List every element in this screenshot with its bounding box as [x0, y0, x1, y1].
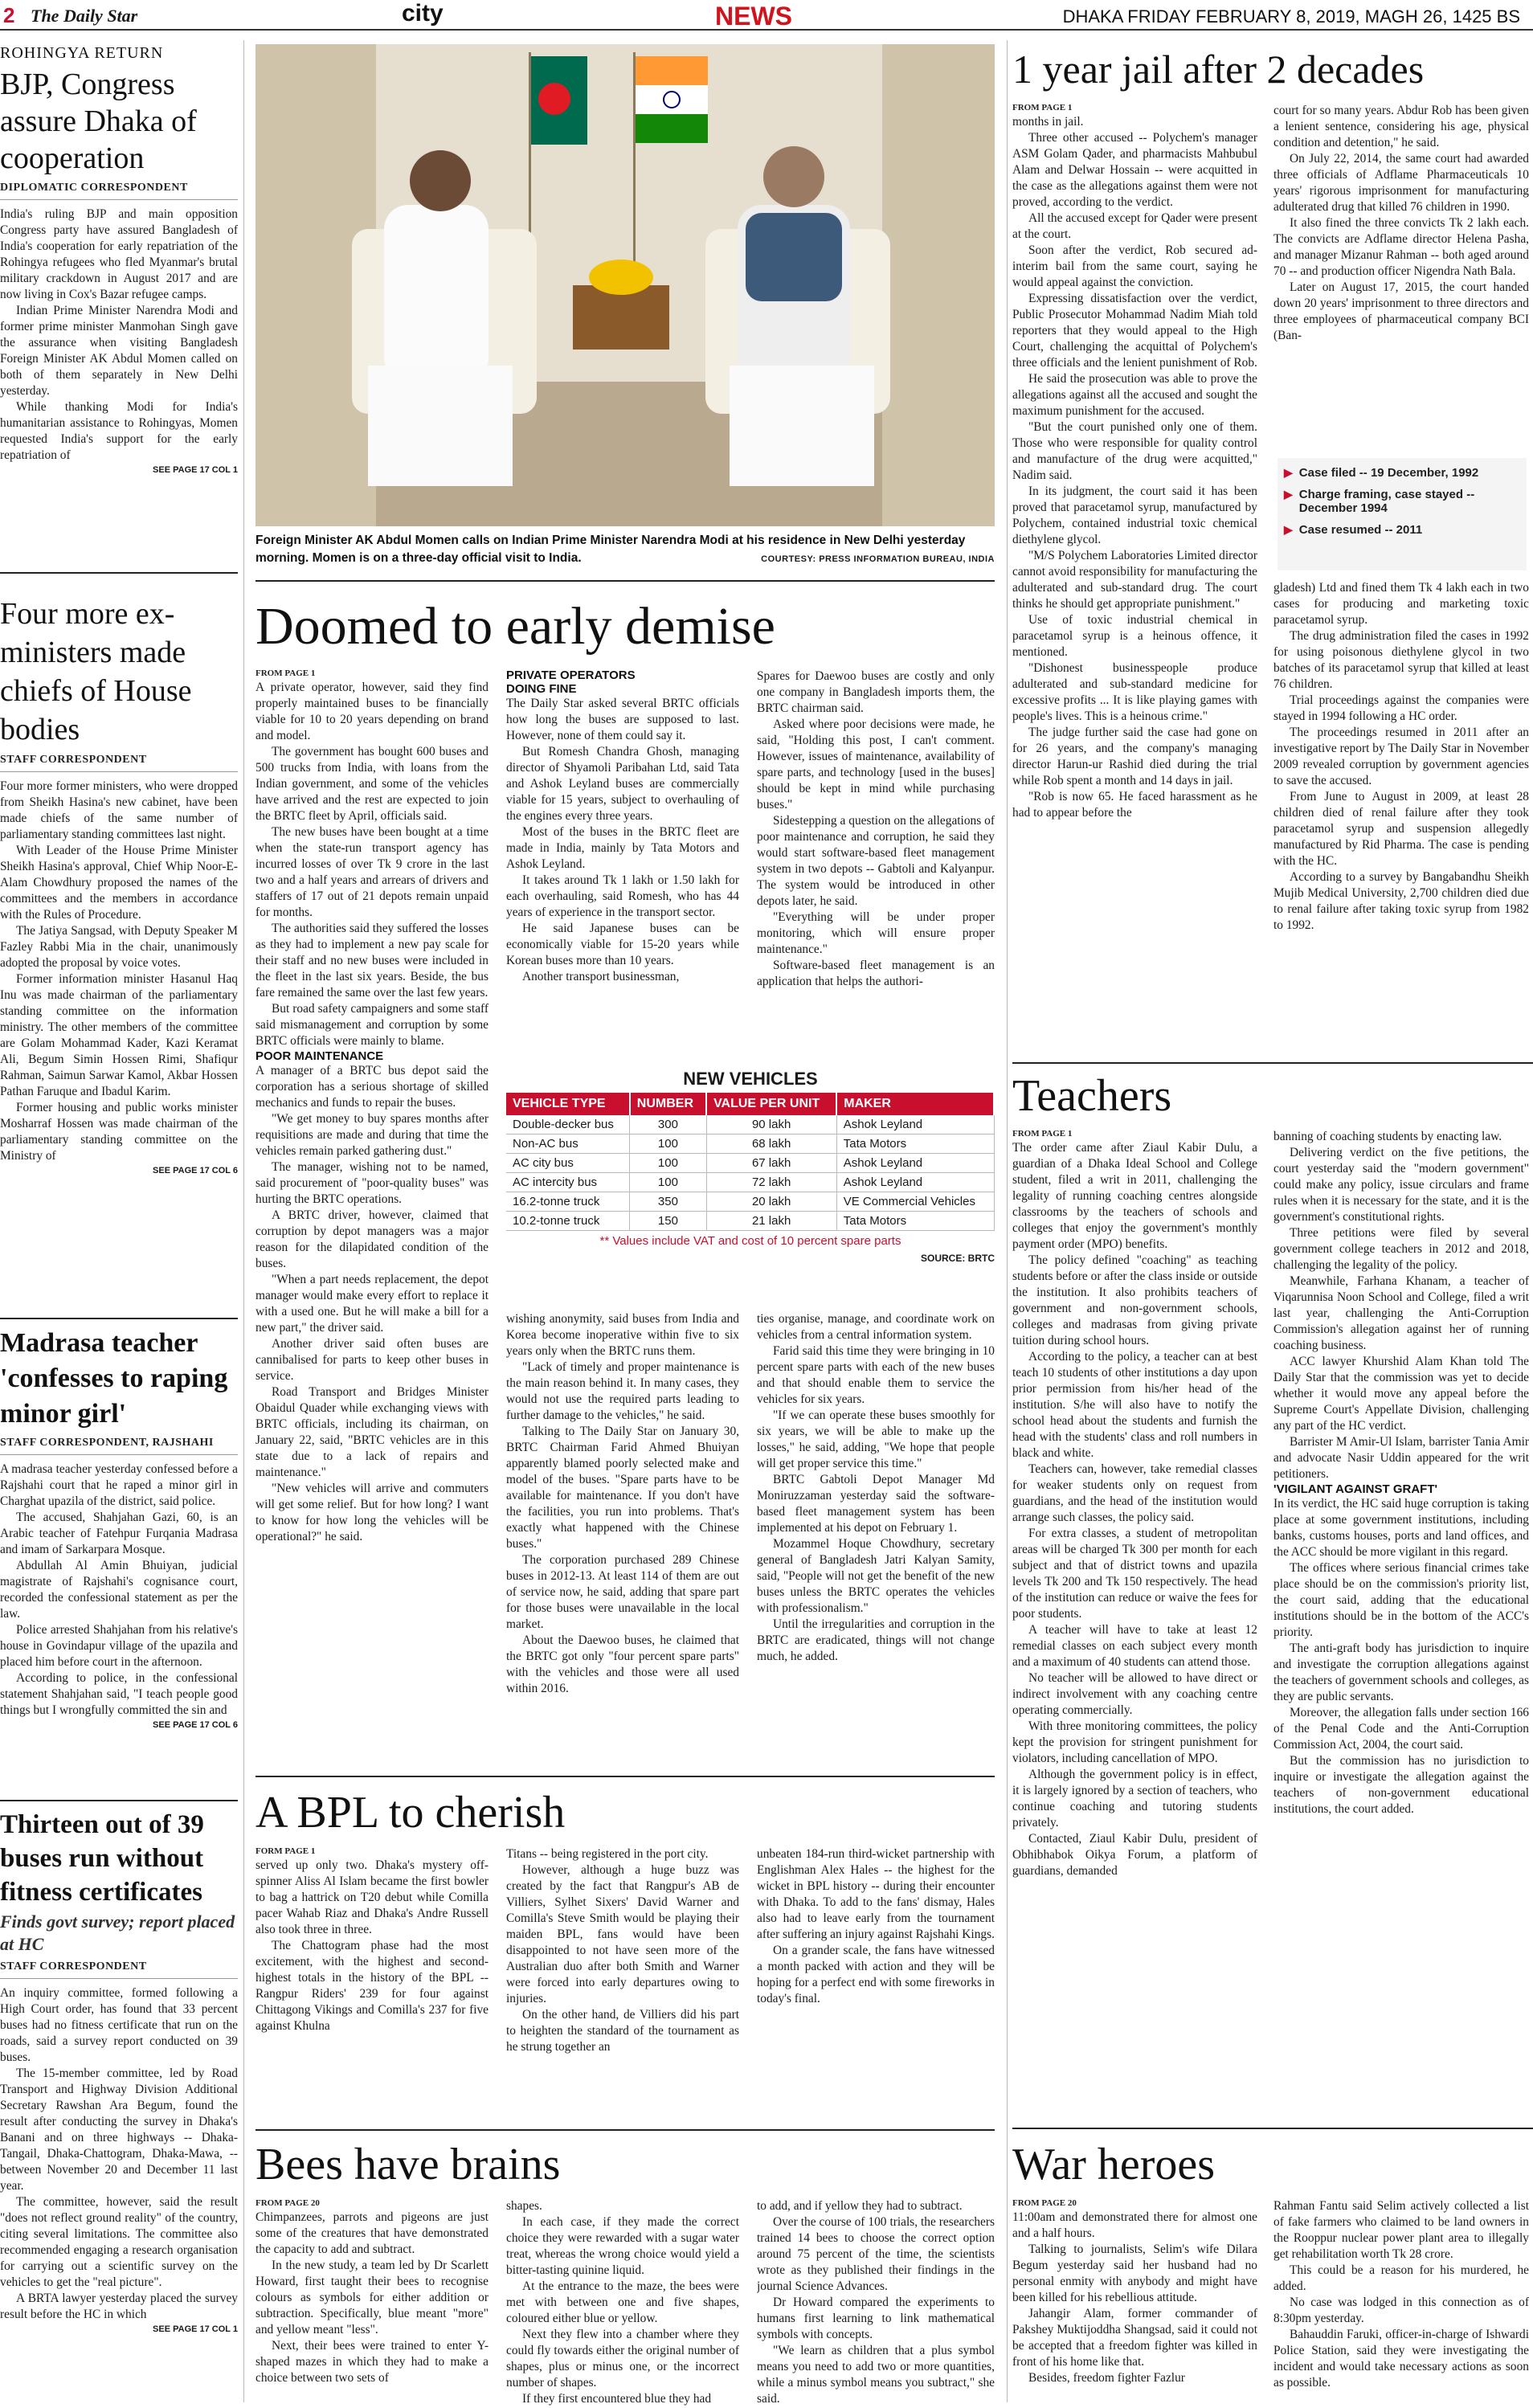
- paragraph: But road safety campaigners and some staff said mismanagement and corruption by some BRTC officials were mainly to blame.: [256, 1002, 489, 1048]
- headline: Thirteen out of 39 buses run without fitness certificates: [0, 1810, 204, 1907]
- article-ministers: [0, 595, 238, 1310]
- subheading: PRIVATE OPERATORS: [506, 668, 636, 682]
- paragraph: From June to August in 2009, at least 28 children died of renal failure after they took paracetamol syrup and suspension allegedly manufactured by Rid Pharma. The case is pending with the HC.: [1273, 790, 1529, 868]
- article-bees-col3: [757, 2198, 995, 2406]
- paragraph: On the other hand, de Villiers did his part to heighten the standard of the tournament as he strung together an: [506, 2008, 739, 2054]
- paragraph: Later on August 17, 2015, the court handed down 20 years' imprisonment to three directors and three employees of pharmaceutical company BCI (Ban-: [1273, 280, 1529, 342]
- table-row: [506, 1154, 994, 1173]
- headline: Teachers: [1012, 1071, 1172, 1121]
- paragraph: A private operator, however, said they find properly maintained buses to be financially viable for 10 to 20 years depending on brand and model.: [256, 681, 489, 742]
- paragraph: "New vehicles will arrive and commuters will get some relief. But for how long? I want to know for how long the vehicles will be operational?" he said.: [256, 1482, 489, 1543]
- paragraph: Next, their bees were trained to enter Y-shaped mazes in which they had to make a choice between two sets of: [256, 2339, 489, 2385]
- paragraph: shapes.: [506, 2199, 542, 2213]
- column-divider: [1007, 40, 1008, 2402]
- paragraph: The new buses have been bought at a time when the state-run transport agency has incurred losses of over Tk 9 crore in the last two and a half years and arrears of drivers and staffers of 17 out of 21 depots remain unpaid for months.: [256, 825, 489, 919]
- cell: Ashok Leyland: [836, 1154, 994, 1173]
- paragraph: Another transport businessman,: [522, 970, 680, 983]
- headline-teachers-box: [1012, 1069, 1533, 1126]
- page-number: 2: [3, 3, 15, 27]
- paragraph: gladesh) Ltd and fined them Tk 4 lakh each in two cases for producing and marketing toxic paracetamol syrup.: [1273, 581, 1529, 627]
- timeline-item: ▶ Case resumed -- 2011: [1284, 523, 1423, 537]
- headline-bpl-box: [256, 1785, 995, 1843]
- paragraph: Another driver said often buses are cannibalised for parts to keep other buses in service.: [256, 1337, 489, 1383]
- cell: 100: [630, 1134, 706, 1154]
- headline: Doomed to early demise: [256, 597, 775, 656]
- article-body: [0, 206, 238, 464]
- paragraph: Meanwhile, Farhana Khanam, a teacher of Viqarunnisa Noon School and College, filed a writ last year, challenging the Anti-Corruption Commission's allegation against her of running coaching business.: [1273, 1274, 1529, 1352]
- table-source: SOURCE: BRTC: [921, 1253, 995, 1264]
- article-body: [757, 2198, 995, 2406]
- paragraph: Three other accused -- Polychem's manager ASM Golam Qader, and pharmacists Mahbubul Alam and Delwar Hossain -- were acquitted in the case as the allegations against them were not proved, according to the verdict.: [1012, 131, 1257, 209]
- article-body: [1273, 580, 1529, 934]
- paragraph: A manager of a BRTC bus depot said the corporation has a serious shortage of skilled mechanics and funds to repair the buses.: [256, 1064, 489, 1110]
- headline-war-box: [1012, 2137, 1533, 2195]
- paragraph: This could be a reason for his murdered, he added.: [1273, 2263, 1529, 2293]
- arrow-icon: ▶: [1284, 488, 1293, 501]
- paragraph: The government has bought 600 buses and 500 trucks from India, with loans from the Indian government, and some of the vehicles have arrived and the rest are expected to join the BRTC fleet by April, officials said.: [256, 745, 489, 823]
- see-page: SEE PAGE 17 COL 1: [153, 2324, 238, 2334]
- kicker: ROHINGYA RETURN: [0, 44, 164, 62]
- paragraph: With three monitoring committees, the policy kept the provision for stringent punishment for violators, including cancellation of MPO.: [1012, 1719, 1257, 1765]
- byline: STAFF CORRESPONDENT: [0, 1960, 238, 1979]
- paragraph: Talking to The Daily Star on January 30, BRTC Chairman Farid Ahmed Bhuiyan apparently blamed poorly selected make and model of the buses. "Spare parts have to be available for maintenance. If you don't have the facilities, you run into problems. That's exactly what happened with the Chinese buses.": [506, 1425, 739, 1551]
- paragraph: Jahangir Alam, former commander of Pakshey Muktijoddha Shangsad, said it could not be accepted that a freedom fighter was killed in front of his home like that.: [1012, 2307, 1257, 2369]
- paragraph: An inquiry committee, formed following a High Court order, has found that 33 percent buses had no fitness certificate that run on the roads, said a survey report conducted on 39 buses.: [0, 1986, 238, 2064]
- cell: 350: [630, 1192, 706, 1212]
- cell: Ashok Leyland: [836, 1115, 994, 1134]
- headline: A BPL to cherish: [256, 1788, 566, 1838]
- paragraph: Delivering verdict on the five petitions, the court yesterday said the "modern government" could make any policy, issue circulars and frame rules when it is necessary for the state, and it is the government's constitutional rights.: [1273, 1146, 1529, 1224]
- meeting-photo: [256, 44, 995, 526]
- paragraph: Moreover, the allegation falls under section 166 of the Penal Code and the Anti-Corruption Commission Act, 2004, the court said.: [1273, 1706, 1529, 1752]
- article-body: [1012, 2210, 1257, 2386]
- table-title: NEW VEHICLES: [683, 1069, 818, 1089]
- table-header-row: [506, 1093, 994, 1115]
- courtesy: [691, 554, 995, 567]
- cell: 20 lakh: [706, 1192, 836, 1212]
- paragraph: 11:00am and demonstrated there for almost one and a half hours.: [1012, 2210, 1257, 2240]
- article-body: [757, 668, 995, 990]
- from-page: FROM PAGE 1: [1012, 103, 1073, 112]
- cell: 67 lakh: [706, 1154, 836, 1173]
- paragraph: The 15-member committee, led by Road Transport and Highway Division Additional Secretary Rawshan Ara Begum, found the result after conducting the survey in Dhaka's Banani and on three highways -- Dhaka-Tangail, Dhaka-Chattogram, Dhaka-Mawa, -- between November 20 and December 11 last year.: [0, 2067, 238, 2193]
- paragraph: Titans -- being registered in the port city.: [506, 1847, 709, 1861]
- paragraph: He said Japanese buses can be economically viable for 15-20 years while Korean buses more than 10 years.: [506, 922, 739, 967]
- headline: Bees have brains: [256, 2140, 561, 2189]
- cell: 100: [630, 1154, 706, 1173]
- date-line: DHAKA FRIDAY FEBRUARY 8, 2019, MAGH 26, 1425 BS: [1062, 6, 1520, 27]
- article-body: [757, 1311, 995, 1665]
- paragraph: Indian Prime Minister Narendra Modi and former prime minister Manmohan Singh gave the assurance when visiting Bangladesh Foreign Minister AK Abdul Momen called on both of them separately in New Delhi yesterday.: [0, 304, 238, 398]
- paragraph: On July 22, 2014, the same court had awarded three officials of Adflame Pharmaceuticals 10 years' rigorous imprisonment for manufacturing adulterated drug that killed 76 children in 1990.: [1273, 152, 1529, 214]
- paragraph: No case was lodged in this connection as of 8:30pm yesterday.: [1273, 2296, 1529, 2325]
- paragraph: "We learn as children that a plus symbol means you need to add two or more quantities, while a minus symbol means you subtract," she said.: [757, 2344, 995, 2406]
- arrow-icon: ▶: [1284, 466, 1293, 479]
- from-page: FROM PAGE 1: [256, 668, 316, 678]
- article-jail-col2: [1273, 103, 1529, 448]
- paragraph: While thanking Modi for India's humanitarian assistance to Rohingyas, Momen requested India's support for the early repatriation of: [0, 400, 238, 462]
- masthead: [0, 0, 1533, 31]
- paragraph: Police arrested Shahjahan from his relative's house in Govindapur village of the upazila and placed him before court in the afternoon.: [0, 1623, 238, 1669]
- paragraph: Abdullah Al Amin Bhuiyan, judicial magistrate of Rajshahi's cognisance court, recorded the confessional statement as per the law.: [0, 1559, 238, 1621]
- paragraph: Software-based fleet management is an application that helps the authori-: [757, 959, 995, 988]
- article-rohingya: [0, 44, 238, 558]
- paragraph: Over the course of 100 trials, the researchers trained 14 bees to choose the correct option around 75 percent of the time, the scientists wrote as they published their findings in the journal Science Advances.: [757, 2215, 995, 2293]
- paragraph: Spares for Daewoo buses are costly and only one company in Bangladesh imports them, the BRTC chairman said.: [757, 669, 995, 715]
- paragraph: Mozammel Hoque Chowdhury, secretary general of Bangladesh Jatri Kalyan Samity, said, "People will not get the benefit of the new buses unless the BRTC operates the vehicles with professionalism.": [757, 1537, 995, 1615]
- paragraph: The committee, however, said the result "does not reflect ground reality" of the country, citing several limitations. The committee also recommended engaging a research organisation for carrying out a scientific survey on the vehicles to get the "real picture".: [0, 2195, 238, 2289]
- subheading: 'VIGILANT AGAINST GRAFT': [1273, 1482, 1438, 1496]
- subheading: POOR MAINTENANCE: [256, 1049, 384, 1063]
- table-row: [506, 1115, 994, 1134]
- paragraph: Contacted, Ziaul Kabir Dulu, president of Obhibhabok Oikya Forum, a platform of guardians, demanded: [1012, 1832, 1257, 1878]
- cell: 72 lakh: [706, 1173, 836, 1192]
- paragraph: The anti-graft body has jurisdiction to inquire and investigate the corruption allegations against the teachers of government schools and colleges, as they are public servants.: [1273, 1641, 1529, 1703]
- paragraph: "Everything will be under proper monitoring, which will ensure proper maintenance.": [757, 910, 995, 956]
- see-page: SEE PAGE 17 COL 6: [153, 1166, 238, 1175]
- column-divider: [243, 40, 244, 2402]
- timeline-box: [1278, 458, 1527, 570]
- article-buses: [0, 1808, 238, 2402]
- paragraph: The order came after Ziaul Kabir Dulu, a guardian of a Dhaka Ideal School and College student, filed a writ in 2011, challenging the legality of running coaching centres alongside classrooms by the teachers of schools and colleges that enjoy the government's monthly payment order (MPO) benefits.: [1012, 1141, 1257, 1251]
- byline: DIPLOMATIC CORRESPONDENT: [0, 182, 238, 200]
- headline: Madrasa teacher 'confesses to raping minor girl': [0, 1328, 228, 1429]
- paragraph: The judge further said the case had gone on for 26 years, and the company's managing director Harun-ur Rashid died during the trial while Rob spent a month and 14 days in jail.: [1012, 726, 1257, 787]
- paragraph: "M/S Polychem Laboratories Limited director cannot avoid responsibility for manufacturing the adulterated and sub-standard drug. The court thinks he should get appropriate punishment.": [1012, 549, 1257, 611]
- cell: 21 lakh: [706, 1212, 836, 1231]
- paragraph: The Daily Star asked several BRTC officials how long the buses are supposed to last. However, none of them could say it.: [506, 697, 739, 742]
- column-header: VEHICLE TYPE: [506, 1093, 630, 1115]
- article-doomed-lower3: [757, 1311, 995, 1761]
- article-war-col1: [1012, 2198, 1257, 2406]
- timeline-item: ▶ Charge framing, case stayed -- December 1994: [1284, 488, 1475, 515]
- courtesy-text: COURTESY: PRESS INFORMATION BUREAU, INDIA: [761, 554, 995, 564]
- byline: STAFF CORRESPONDENT: [0, 754, 238, 772]
- vehicles-table: [506, 1093, 995, 1231]
- paragraph: "Lack of timely and proper maintenance is the main reason behind it. In many cases, they would not use the required parts leading to further damage to the vehicles," he said.: [506, 1360, 739, 1422]
- article-teachers-col1: [1012, 1129, 1257, 2121]
- paragraph: "If we can operate these buses smoothly for six years, we will be able to make up the losses," he said, adding, "We hope that people will get proper service this time.": [757, 1408, 995, 1470]
- article-doomed-lower2: [506, 1311, 739, 1761]
- from-page: FROM PAGE 20: [1012, 2198, 1077, 2208]
- article-bpl-col2: [506, 1846, 739, 2124]
- cell: 68 lakh: [706, 1134, 836, 1154]
- paragraph: Farid said this time they were bringing in 10 percent spare parts with each of the new buses and that should enable them to service the vehicles for six years.: [757, 1344, 995, 1406]
- cell: AC intercity bus: [506, 1173, 630, 1192]
- cell: 10.2-tonne truck: [506, 1212, 630, 1231]
- article-bees-col1: [256, 2198, 489, 2406]
- paragraph: "Rob is now 65. He faced harassment as he had to appear before the: [1012, 790, 1257, 820]
- photo: [256, 44, 995, 526]
- article-bees-col2: [506, 2198, 739, 2406]
- paragraph: But the commission has no jurisdiction to inquire or investigate the allegation against the teachers of non-government educational institutions, the court added.: [1273, 1754, 1529, 1816]
- paragraph: Teachers can, however, take remedial classes for weaker students only on request from guardians, and the head of the institution would arrange such classes, the policy said.: [1012, 1462, 1257, 1524]
- paragraph: In its verdict, the HC said huge corruption is taking place at some government institutions, including banks, customs houses, ports and land offices, and the ACC should be more vigilant in this regard.: [1273, 1497, 1529, 1559]
- cell: 100: [630, 1173, 706, 1192]
- article-body: [506, 2198, 739, 2406]
- paragraph: ACC lawyer Khurshid Alam Khan told The Daily Star that the commission was yet to decide whether it would move any appeal before the Supreme Court's Appellate Division, challenging any part of the HC verdict.: [1273, 1355, 1529, 1433]
- cell: VE Commercial Vehicles: [836, 1192, 994, 1212]
- paragraph: But Romesh Chandra Ghosh, managing director of Shyamoli Paribahan Ltd, said Tata and Ashok Leyland buses are commercially viable for 15 years, subject to overhauling of the engines every three years.: [506, 745, 739, 823]
- paragraph: The drug administration filed the cases in 1992 for using poisonous diethylene glycol in two batches of its paracetamol syrup that killed at least 76 children.: [1273, 629, 1529, 691]
- article-body: [256, 680, 489, 1049]
- paragraph: Asked where poor decisions were made, he said, "Holding this post, I can't comment. However, issues of maintenance, availability of spare parts, and technology [used in the buses] should be kept in mind while purchasing buses.": [757, 717, 995, 812]
- caption-text: Foreign Minister AK Abdul Momen calls on Indian Prime Minister Narendra Modi at his residence in New Delhi yesterday morning. Momen is on a three-day official visit to India.: [256, 534, 966, 565]
- paragraph: The offices where serious financial crimes take place should be on the commission's priority list, the court said, adding that the educational institutions should be in the bottom of the ACC's priority.: [1273, 1561, 1529, 1639]
- table-row: [506, 1212, 994, 1231]
- from-page: FORM PAGE 1: [256, 1846, 316, 1856]
- paragraph: Barrister M Amir-Ul Islam, barrister Tania Amir and advocate Nasir Uddin appeared for the writ petitioners.: [1273, 1435, 1529, 1481]
- article-doomed-col1: [256, 668, 489, 1761]
- paragraph: Rahman Fantu said Selim actively collected a list of fake farmers who claimed to be land owners in the Rooppur nuclear power plant area to illegally get rehabilitation worth Tk 28 crore.: [1273, 2199, 1529, 2261]
- see-page: SEE PAGE 17 COL 1: [153, 465, 238, 475]
- headline: War heroes: [1012, 2140, 1216, 2189]
- paragraph: It also fined the three convicts Tk 2 lakh each. The convicts are Adflame director Helena Pasha, and manager Mizanur Rahman -- both aged around 70 -- and production officer Nigendra Nath Bala.: [1273, 216, 1529, 278]
- headline: Four more ex-ministers made chiefs of House bodies: [0, 597, 192, 746]
- paragraph: Most of the buses in the BRTC fleet are made in India, mainly by Tata Motors and Ashok Leyland.: [506, 825, 739, 871]
- paragraph: ties organise, manage, and coordinate work on vehicles from a central information system.: [757, 1312, 995, 1342]
- paragraph: Road Transport and Bridges Minister Obaidul Quader while exchanging views with BRTC officials, including its chairman, on January 22, said, "BRTC vehicles are in this state due to a lack of repairs and maintenance.": [256, 1385, 489, 1479]
- paragraph: Chimpanzees, parrots and pigeons are just some of the creatures that have demonstrated the capacity to add and subtract.: [256, 2210, 489, 2256]
- article-jail-col1: [1012, 103, 1257, 1059]
- paragraph: At the entrance to the maze, the bees were met with between one and five shapes, coloured either blue or yellow.: [506, 2279, 739, 2325]
- paragraph: court for so many years. Abdur Rob has been given a lenient sentence, considering his age, physical condition and detention," he said.: [1273, 104, 1529, 149]
- headline-bees-box: [256, 2137, 995, 2195]
- paragraph: Soon after the verdict, Rob secured ad-interim bail from the same court, saying he would appeal against the conviction.: [1012, 243, 1257, 289]
- paragraph: Trial proceedings against the companies were stayed in 1994 following a HC order.: [1273, 693, 1529, 723]
- article-body: [1012, 114, 1257, 821]
- paragraph: wishing anonymity, said buses from India and Korea become inoperative within five to six years only when the BRTC runs them.: [506, 1312, 739, 1358]
- paragraph: In its judgment, the court said it has been proved that paracetamol syrup, manufactured by Polychem, contained industrial toxic chemical diethylene glycol.: [1012, 484, 1257, 546]
- paragraph: All the accused except for Qader were present at the court.: [1012, 211, 1257, 241]
- article-body: [256, 2210, 489, 2386]
- divider: [256, 580, 995, 582]
- from-page: FROM PAGE 20: [256, 2198, 320, 2208]
- paragraph: Dr Howard compared the experiments to humans first learning to link mathematical symbols with concepts.: [757, 2296, 995, 2341]
- paragraph: The authorities said they suffered the losses as they had to implement a new pay scale for their staff and no new buses were included in the fleet in the last six years. Beside, the bus fare remained the same over the last few years.: [256, 922, 489, 1000]
- paragraph: served up only two. Dhaka's mystery off-spinner Aliss Al Islam became the first bowler to bag a hattrick on T20 debut while Comilla pacer Wahab Riaz and Dhaka's Andre Russell also took three in three.: [256, 1858, 489, 1936]
- article-doomed-col3: [757, 668, 995, 1046]
- paragraph: Former housing and public works minister Mosharraf Hossen was made chairman of the parliamentary standing committee on the Ministry of: [0, 1101, 238, 1163]
- article-body: [1273, 103, 1529, 344]
- paragraph: India's ruling BJP and main opposition Congress party have assured Bangladesh of India's cooperation for early repatriation of the Rohingya refugees who fled Myanmar's brutal military crackdown in August 2017 and are now living in Cox's Bazar refugee camps.: [0, 207, 238, 301]
- article-war-col2: [1273, 2198, 1529, 2406]
- headline: 1 year jail after 2 decades: [1012, 47, 1425, 92]
- paragraph: Former information minister Hasanul Haq Inu was made chairman of the parliamentary standing committee on the information ministry. The other members of the committee are Golam Mohammad Kader, Kazi Keramat Ali, Begum Simin Hossen Rimi, Shafiqur Rahman, Saimun Sarwar Kamol, Akbar Hossen Pathan Faruque and Ibadul Karim.: [0, 972, 238, 1098]
- paragraph: About the Daewoo buses, he claimed that the BRTC got only "four percent spare parts" with the vehicles and those were all used within 2016.: [506, 1633, 739, 1695]
- paragraph: Talking to journalists, Selim's wife Dilara Begum yesterday said her husband had no personal enmity with anybody and might have been killed for his rebellious attitude.: [1012, 2242, 1257, 2304]
- divider: [256, 1776, 995, 1777]
- cell: Ashok Leyland: [836, 1173, 994, 1192]
- article-body: [256, 1858, 489, 2034]
- paragraph: According to police, in the confessional statement Shahjahan said, "I teach people good things but I wrongfully committed the sin and: [0, 1671, 238, 1717]
- paragraph: Although the government policy is in effect, it is largely ignored by a section of teachers, who continue coaching and tutoring students privately.: [1012, 1768, 1257, 1830]
- cell: Non-AC bus: [506, 1134, 630, 1154]
- paragraph: The policy defined "coaching" as teaching students before or after the class inside or outside the institution. It also prohibits teachers of government and non-government schools, colleges and madrasas from giving private tuition during school hours.: [1012, 1253, 1257, 1347]
- timeline-item: ▶ Case filed -- 19 December, 1992: [1284, 466, 1479, 480]
- cell: Tata Motors: [836, 1212, 994, 1231]
- paragraph: No teacher will be allowed to have direct or indirect involvement with any coaching centre operating commercially.: [1012, 1671, 1257, 1717]
- paragraph: He said the prosecution was able to prove the allegations against all the accused and sought the maximum punishment for the accused.: [1012, 372, 1257, 418]
- paragraph: If they first encountered blue they had: [522, 2392, 712, 2406]
- paragraph: unbeaten 184-run third-wicket partnership with Englishman Alex Hales -- the highest for the wicket in BPL history -- during their encounter with Dhaka. To add to the fans' dismay, Hales also had to leave early from the tournament after suffering an injury against Rajshahi Kings.: [757, 1847, 995, 1941]
- paragraph: The Chattogram phase had the most excitement, with the highest and second-highest totals in the history of the BPL -- Rangpur Riders' 239 for four against Chittagong Vikings and Comilla's 237 for five against Khulna: [256, 1939, 489, 2033]
- paragraph: The proceedings resumed in 2011 after an investigative report by The Daily Star in November 2009 revealed corruption by government agencies to save the accused.: [1273, 726, 1529, 787]
- paragraph: However, although a huge buzz was created by the fact that Rangpur's AB de Villiers, Sylhet Sixers' David Warner and Comilla's Steve Smith would be playing their maiden BPL, fans would have been disappointed to not have seen more of the Australian duo after both Smith and Warner were forced into early departures owing to injuries.: [506, 1863, 739, 2005]
- cell: 90 lakh: [706, 1115, 836, 1134]
- see-page: SEE PAGE 17 COL 6: [153, 1720, 238, 1730]
- paragraph: Next they flew into a chamber where they could fly towards either the original number of shapes, plus or minus one, or the incorrect number of shapes.: [506, 2328, 739, 2390]
- section-label: city: [402, 0, 444, 27]
- news-label: NEWS: [715, 2, 792, 31]
- column-header: MAKER: [836, 1093, 994, 1115]
- article-body: [0, 779, 238, 1164]
- article-body: [506, 1846, 739, 2055]
- article-body: [1273, 1496, 1529, 1817]
- article-madrasa: [0, 1326, 238, 1792]
- paragraph: For extra classes, a student of metropolitan areas will be charged Tk 300 per month for each subject and that of district towns and upazila levels Tk 200 and Tk 150 respectively. The head of the institution can reduce or waive the fees for poor students.: [1012, 1527, 1257, 1621]
- paragraph: "But the court punished only one of them. Those who were responsible for quality control and manufacture of the drug were acquitted," Nadim said.: [1012, 420, 1257, 482]
- paper-name: The Daily Star: [31, 6, 138, 26]
- cell: 300: [630, 1115, 706, 1134]
- cell: 16.2-tonne truck: [506, 1192, 630, 1212]
- byline: STAFF CORRESPONDENT, RAJSHAHI: [0, 1437, 238, 1455]
- paragraph: "When a part needs replacement, the depot manager would make every effort to replace it with a used one. But he will make a bill for a new part," the driver said.: [256, 1273, 489, 1335]
- paragraph: "Dishonest businesspeople produce adulterated and sub-standard medicine for excessive profits ... It is like playing games with people's lives. This is a heinous crime.": [1012, 661, 1257, 723]
- cell: 150: [630, 1212, 706, 1231]
- paragraph: With Leader of the House Prime Minister Sheikh Hasina's approval, Chief Whip Noor-E-Alam Chowdhury proposed the names of the committees and the members in accordance with the Rules of Procedure.: [0, 844, 238, 922]
- vehicles-infographic: [506, 1069, 995, 1302]
- table-row: [506, 1134, 994, 1154]
- paragraph: According to a survey by Bangabandhu Sheikh Mujib Medical University, 2,700 children died due to renal failure after taking toxic syrup from 1982 to 1992.: [1273, 870, 1529, 932]
- paragraph: Expressing dissatisfaction over the verdict, Public Prosecutor Mohammad Nadim Miah told reporters that they would appeal to the High Court, challenging the acquittal of Polychem's three officials and the lenient punishment of Rob.: [1012, 292, 1257, 370]
- paragraph: The corporation purchased 289 Chinese buses in 2012-13. At least 114 of them are out of service now, he said, adding that spare part for those buses were unavailable in the local market.: [506, 1553, 739, 1631]
- article-body: [506, 696, 739, 985]
- paragraph: banning of coaching students by enacting law.: [1273, 1130, 1502, 1143]
- article-bpl-col1: [256, 1846, 489, 2124]
- article-body: [1273, 2198, 1529, 2391]
- paragraph: The manager, wishing not to be named, said procurement of "poor-quality buses" was hurting the BRTC operations.: [256, 1160, 489, 1206]
- paragraph: Use of toxic industrial chemical in paracetamol syrup is a heinous offence, it mentioned.: [1012, 613, 1257, 659]
- article-jail-col2b: [1273, 580, 1529, 1059]
- divider: [0, 1318, 238, 1319]
- paragraph: On a grander scale, the fans have witnessed a month packed with action and they will be hoping for a perfect end with some fireworks in today's final.: [757, 1944, 995, 2005]
- paragraph: A BRTC driver, however, claimed that corruption by depot managers was a major reason for the dilapidated condition of the buses.: [256, 1208, 489, 1270]
- headline-jail-box: [1012, 44, 1533, 100]
- column-header: VALUE PER UNIT: [706, 1093, 836, 1115]
- article-teachers-col2: [1273, 1129, 1529, 2121]
- from-page: FROM PAGE 1: [1012, 1129, 1073, 1139]
- article-body: [0, 1985, 238, 2323]
- column-header: NUMBER: [630, 1093, 706, 1115]
- divider: [256, 2129, 995, 2131]
- paragraph: Sidestepping a question on the allegations of poor maintenance and corruption, he said they would start software-based fleet management system in two depots -- Gabtoli and Kalyanpur. The system would be introduced in other depots later, he said.: [757, 814, 995, 908]
- article-body: [1012, 1140, 1257, 1879]
- paragraph: In the new study, a team led by Dr Scarlett Howard, first taught their bees to recognise colours as symbols for either addition or subtraction. Specifically, blue meant "more" and yellow meant "less".: [256, 2259, 489, 2336]
- paragraph: A madrasa teacher yesterday confessed before a Rajshahi court that he raped a minor girl in Charghat upazila of the district, said police.: [0, 1462, 238, 1508]
- cell: AC city bus: [506, 1154, 630, 1173]
- paragraph: "We get money to buy spares months after requisitions are made and during that time the vehicles remain parked gathering dust.": [256, 1112, 489, 1158]
- paragraph: A teacher will have to take at least 12 remedial classes on each subject every month and a maximum of 40 students can attend those.: [1012, 1623, 1257, 1669]
- divider: [0, 1800, 238, 1801]
- arrow-icon: ▶: [1284, 523, 1293, 536]
- article-bpl-col3: [757, 1846, 995, 2124]
- table-row: [506, 1192, 994, 1212]
- paragraph: Four more former ministers, who were dropped from Sheikh Hasina's new cabinet, have been made chiefs of the same number of parliamentary standing committees last night.: [0, 779, 238, 841]
- divider: [1012, 1062, 1533, 1064]
- headline: BJP, Congress assure Dhaka of cooperation: [0, 67, 197, 175]
- article-body: [757, 1846, 995, 2007]
- article-body: [506, 1311, 739, 1697]
- subheading: DOING FINE: [506, 682, 577, 696]
- divider: [0, 572, 238, 574]
- cell: Double-decker bus: [506, 1115, 630, 1134]
- article-body: [1273, 1129, 1529, 1482]
- article-doomed-col2: [506, 668, 739, 1046]
- paragraph: Three petitions were filed by several government college teachers in 2012 and 2018, challenging the legality of the policy.: [1273, 1226, 1529, 1272]
- paragraph: Besides, freedom fighter Fazlur: [1028, 2371, 1185, 2385]
- paragraph: According to the policy, a teacher can at best teach 10 students of other institutions a day upon prior permission from his/her head of the institution. S/he will also have to notify the school head about the students and furnish the head with the students' class and roll numbers in black and white.: [1012, 1350, 1257, 1460]
- table-note: ** Values include VAT and cost of 10 percent spare parts: [599, 1234, 901, 1248]
- paragraph: Until the irregularities and corruption in the BRTC are eradicated, things will not change much, he added.: [757, 1617, 995, 1663]
- paragraph: The accused, Shahjahan Gazi, 60, is an Arabic teacher of Fatehpur Furqania Madrasa and imam of Sarkarpara Mosque.: [0, 1511, 238, 1556]
- cell: Tata Motors: [836, 1134, 994, 1154]
- paragraph: The Jatiya Sangsad, with Deputy Speaker M Fazley Rabbi Mia in the chair, unanimously adopted the proposal by voice votes.: [0, 924, 238, 970]
- article-body: [0, 1462, 238, 1719]
- paragraph: months in jail.: [1012, 115, 1084, 129]
- paragraph: to add, and if yellow they had to subtract.: [757, 2199, 963, 2213]
- headline-doomed-box: [256, 595, 995, 660]
- paragraph: It takes around Tk 1 lakh or 1.50 lakh for each overhauling, said Romesh, who has 44 years of experience in the transport sector.: [506, 873, 739, 919]
- article-body: [256, 1063, 489, 1545]
- deck: Finds govt survey; report placed at HC: [0, 1911, 235, 1954]
- paragraph: A BRTA lawyer yesterday placed the survey result before the HC in which: [0, 2291, 238, 2321]
- divider: [1012, 2128, 1533, 2129]
- paragraph: BRTC Gabtoli Depot Manager Md Moniruzzaman yesterday said the software-based fleet management system has been implemented at his depot on February 1.: [757, 1473, 995, 1535]
- paragraph: In each case, if they made the correct choice they were rewarded with a sugar water treat, whereas the wrong choice would yield a bitter-tasting quinine liquid.: [506, 2215, 739, 2277]
- table-row: [506, 1173, 994, 1192]
- paragraph: Bahauddin Faruki, officer-in-charge of Ishwardi Police Station, said they were investigating the incident and would take necessary actions as soon as possible.: [1273, 2328, 1529, 2390]
